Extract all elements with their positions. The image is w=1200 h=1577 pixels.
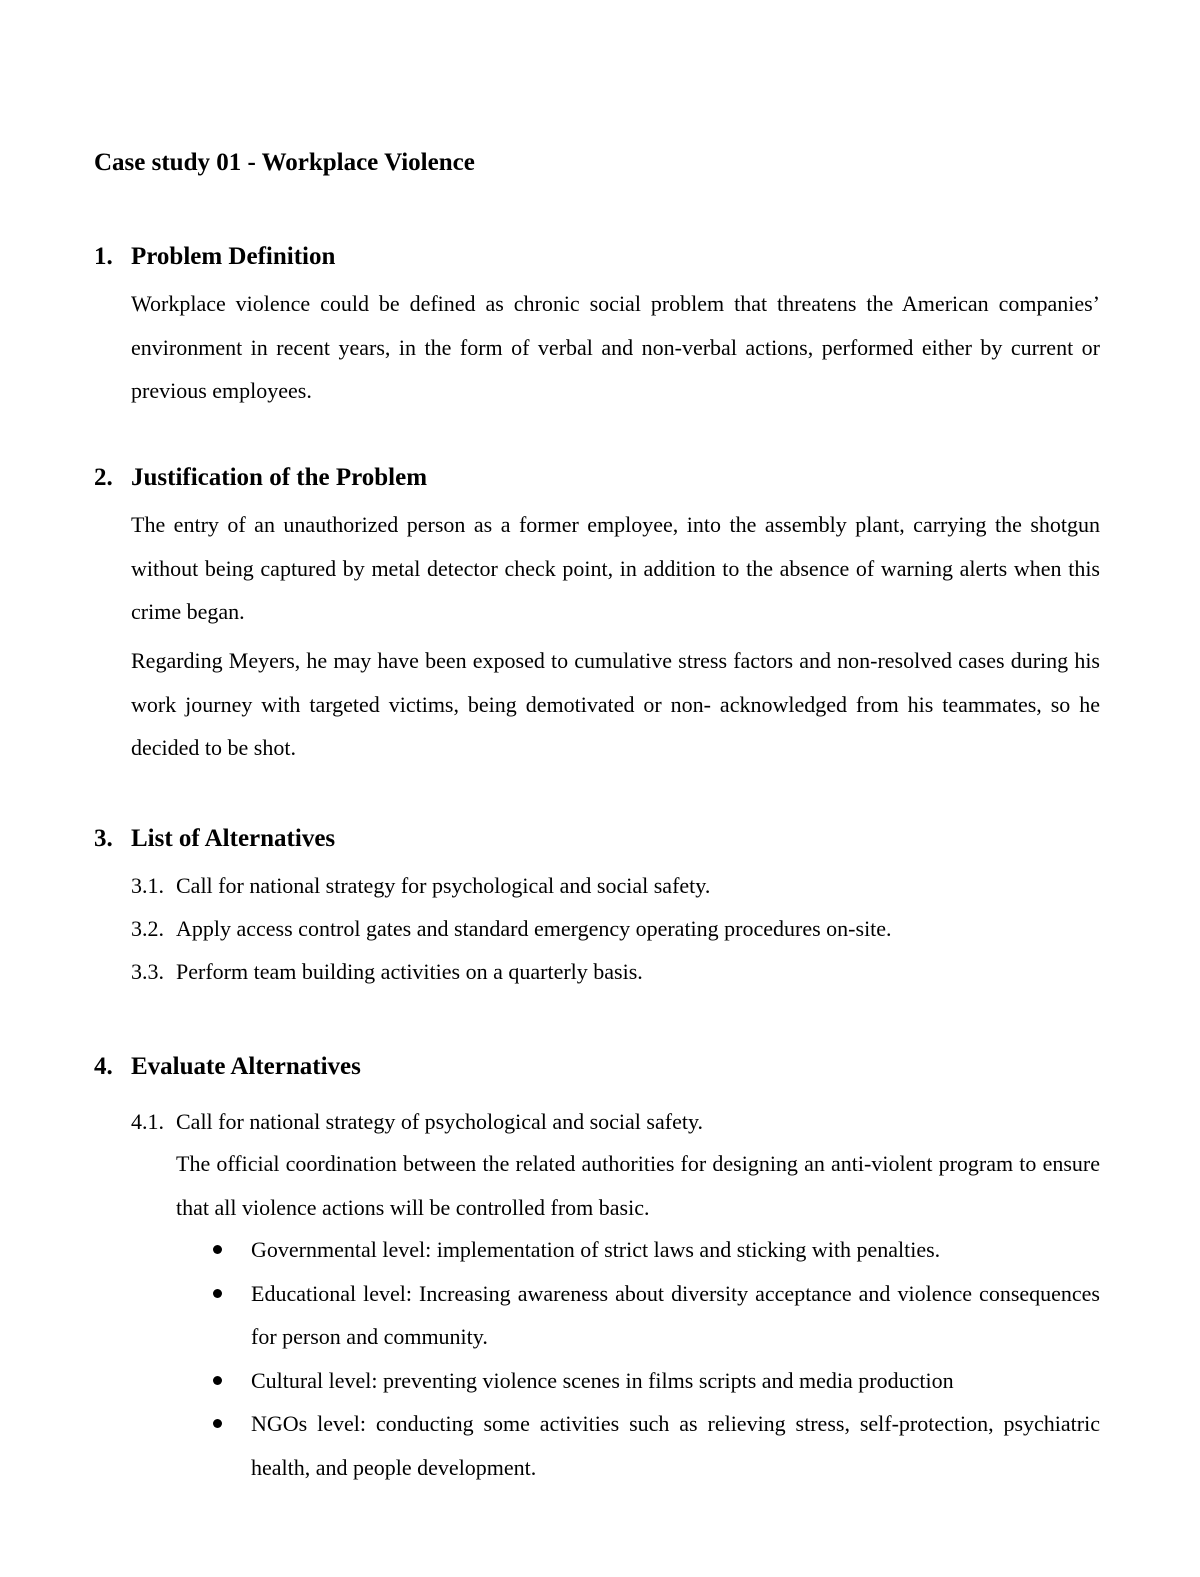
bullet-text: Cultural level: preventing violence scenes in films scripts and media production <box>251 1367 954 1393</box>
list-item-text: Call for national strategy for psychological and social safety. <box>176 873 711 898</box>
section-heading-text: Evaluate Alternatives <box>131 1053 361 1080</box>
bullet-icon <box>213 1376 222 1385</box>
list-item-text: Call for national strategy of psychological and social safety. <box>176 1109 704 1134</box>
list-item-number: 3.2. <box>131 916 164 941</box>
section-heading-text: Problem Definition <box>131 243 336 270</box>
bullet-item-governmental <box>206 1228 1100 1272</box>
paragraph-problem-definition: Workplace violence could be defined as chronic social problem that threatens the American companies’ environment in recent years, in the form of verbal and non-verbal actions, performed either by current or previous employees. <box>131 291 1100 403</box>
bullet-text: Governmental level: implementation of strict laws and sticking with penalties. <box>251 1237 941 1262</box>
section-heading-evaluate-alternatives <box>94 1051 361 1083</box>
section-number: 4. <box>94 1053 113 1080</box>
paragraph-evaluation-4-1: The official coordination between the related authorities for designing an anti-violent program to ensure that all violence actions will be controlled from basic. <box>176 1151 1100 1220</box>
list-item-number: 4.1. <box>131 1109 164 1134</box>
section-number: 2. <box>94 464 113 491</box>
list-item-number: 3.1. <box>131 873 164 898</box>
list-item-text: Apply access control gates and standard emergency operating procedures on-site. <box>176 916 892 941</box>
bullet-icon <box>213 1289 222 1298</box>
bullet-list-levels <box>206 1228 1100 1489</box>
section-heading-list-of-alternatives <box>94 823 335 855</box>
bullet-text: NGOs level: conducting some activities such as relieving stress, self-protection, psychiatric health, and people development. <box>251 1411 1100 1480</box>
section-heading-problem-definition <box>94 241 335 273</box>
paragraph-justification-1: The entry of an unauthorized person as a former employee, into the assembly plant, carrying the shotgun without being captured by metal detector check point, in addition to the absence of warning alerts when this crime began. <box>131 512 1100 624</box>
bullet-text: Educational level: Increasing awareness about diversity acceptance and violence consequences for person and community. <box>251 1280 1100 1349</box>
bullet-item-ngos <box>206 1402 1100 1489</box>
section-heading-text: List of Alternatives <box>131 825 336 852</box>
list-item-alternative-3-2 <box>131 907 1100 951</box>
bullet-item-educational <box>206 1272 1100 1359</box>
document-title: Case study 01 - Workplace Violence <box>94 149 475 176</box>
list-item-text: Perform team building activities on a quarterly basis. <box>176 959 643 984</box>
bullet-icon <box>213 1245 222 1254</box>
list-item-alternative-3-3 <box>131 950 1100 994</box>
list-item-number: 3.3. <box>131 959 164 984</box>
list-item-evaluation-4-1 <box>131 1100 1100 1144</box>
bullet-icon <box>213 1419 222 1428</box>
section-number: 3. <box>94 825 113 852</box>
bullet-item-cultural <box>206 1359 1100 1403</box>
section-number: 1. <box>94 243 113 270</box>
section-heading-text: Justification of the Problem <box>131 464 428 491</box>
paragraph-justification-2: Regarding Meyers, he may have been exposed to cumulative stress factors and non-resolved cases during his work journey with targeted victims, being demotivated or non- acknowledged from his teammates, so he decided to be shot. <box>131 648 1100 760</box>
section-heading-justification <box>94 462 427 494</box>
list-item-alternative-3-1 <box>131 864 1100 908</box>
